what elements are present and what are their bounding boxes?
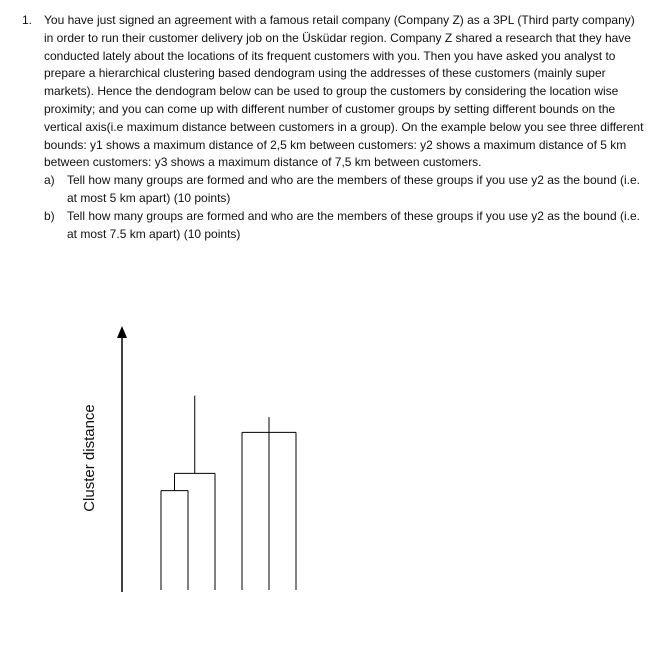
sub-question-a-text: Tell how many groups are formed and who are the members of these groups if you use y2 as the bound (i.e. at most 5 km apart) (10 points) (67, 173, 640, 205)
y-axis-arrow (117, 326, 127, 338)
question-text: You have just signed an agreement with a famous retail company (Company Z) as a 3PL (Third party company) in order to run their customer delivery job on the Üsküdar region. Company Z shared a research that they have conducted lately about the locations of its frequent customers with you. Then you have asked you analyst to prepare a hierarchical clustering based dendogram using the addresses of these customers (mainly super markets). Hence the dendogram below can be used to group the customers by considering the location wise proximity; and you can come up with different number of customer groups by setting different bounds on the vertical axis(i.e maximum distance between customers in a group). On the example below you see three different bounds: y1 shows a maximum distance of 2,5 km between customers: y2 shows a maximum distance of 5 km between customers: y3 shows a maximum distance of 7,5 km between customers. (44, 13, 644, 170)
sub-question-b-text: Tell how many groups are formed and who are the members of these groups if you use y2 as the bound (i.e. at most 7.5 km apart) (10 points) (67, 208, 640, 241)
question-number: 1. (22, 13, 33, 27)
y-axis-label: Cluster distance (81, 404, 98, 512)
sub-question-b-label: b) (44, 208, 55, 223)
sub-question-a-label: a) (44, 173, 55, 188)
